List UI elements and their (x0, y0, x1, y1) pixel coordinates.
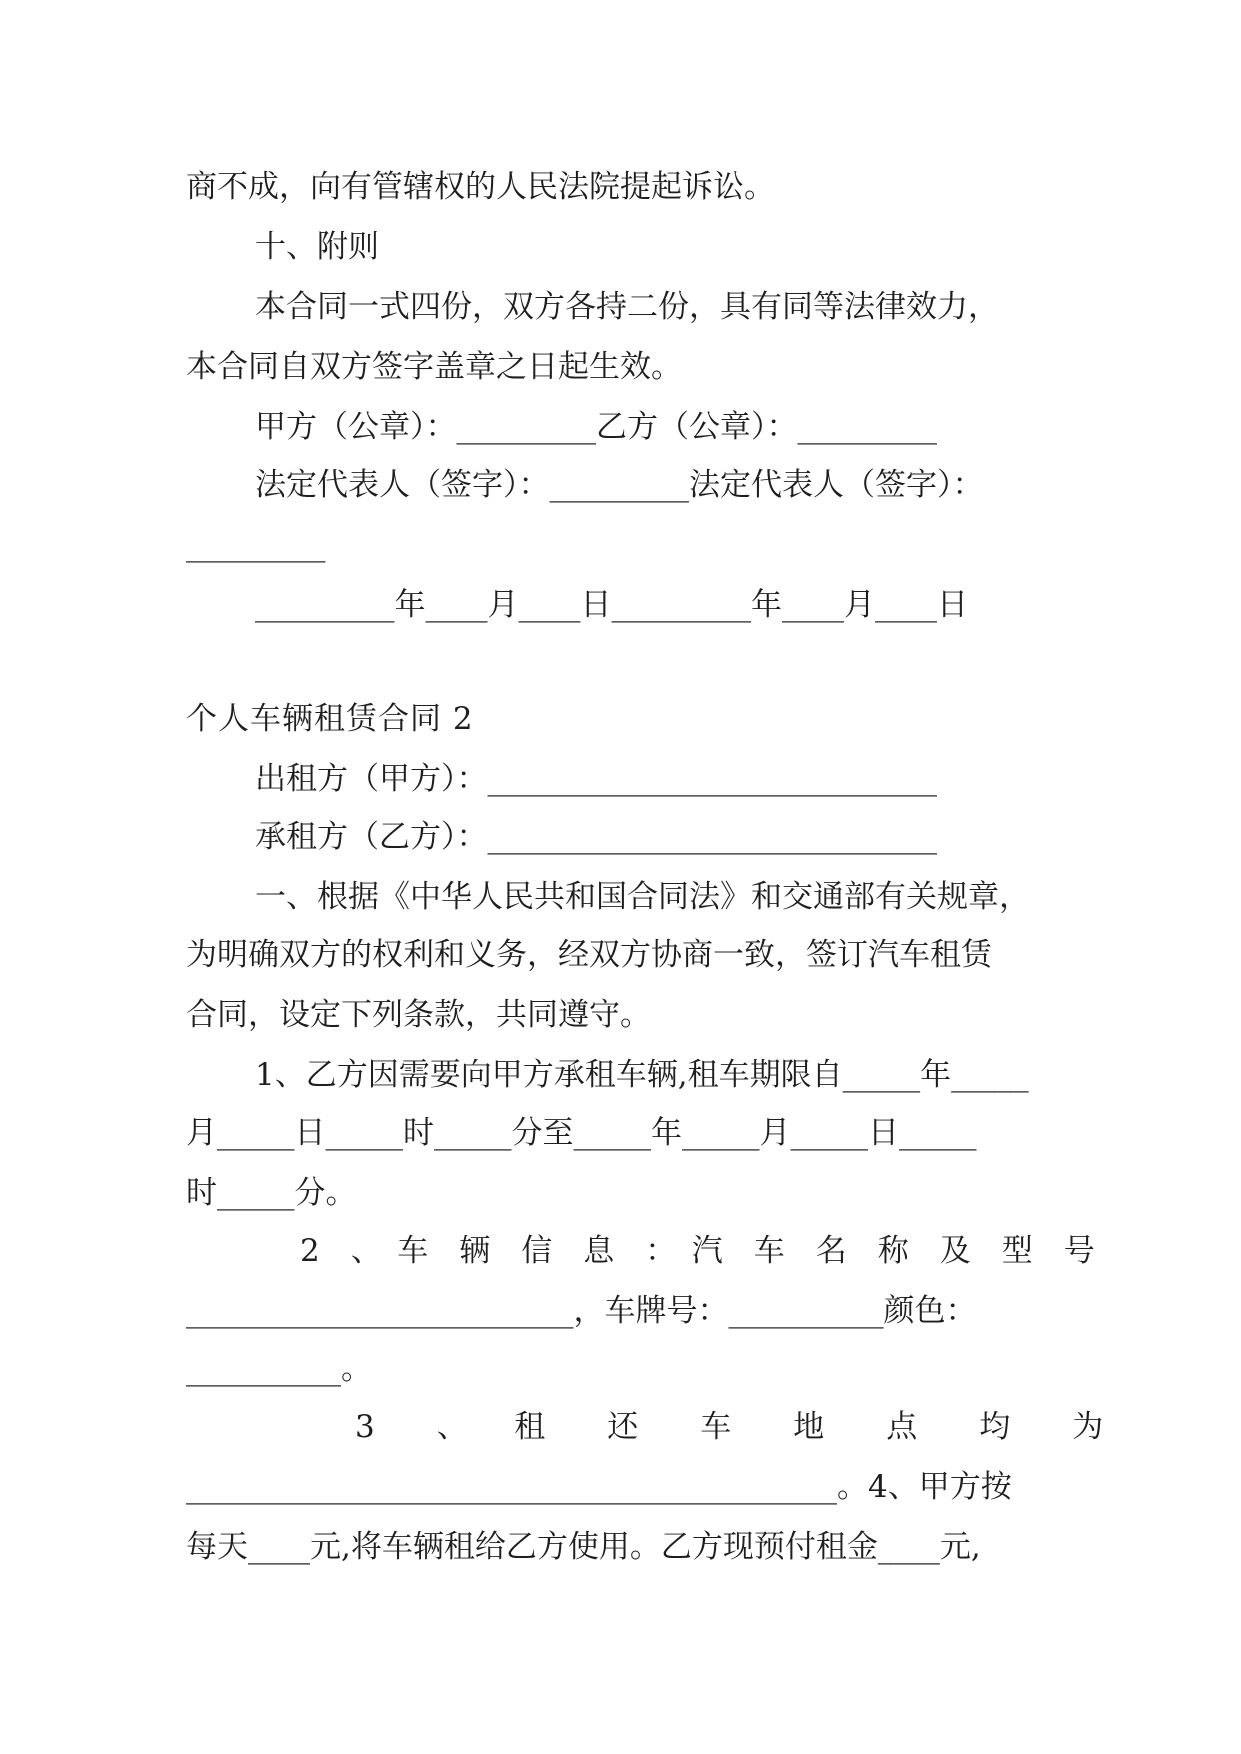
lessor-line: 出租方（甲方）：_____________________________ (255, 761, 937, 797)
clause-line: 2 、 车 辆 信 息 ： 汽 车 名 称 及 型 号 (300, 1233, 1095, 1269)
signature-line: 法定代表人（签字）：_________法定代表人（签字）： (255, 467, 984, 503)
blank-line: _________ (186, 527, 326, 563)
clause-line: 3 、 租 还 车 地 点 均 为 (355, 1409, 1104, 1445)
clause-line: _________________________，车牌号：__________颜色： (186, 1293, 977, 1329)
clause-line: 时_____分。 (186, 1175, 357, 1211)
clause-line: __________________________________________。4、甲方按 (186, 1469, 1012, 1505)
text-line: 本合同一式四份，双方各持二份，具有同等法律效力， (255, 289, 999, 325)
section-heading: 十、附则 (255, 229, 379, 265)
signature-line: 甲方（公章）：_________乙方（公章）：_________ (255, 409, 937, 445)
text-line: 一、根据《中华人民共和国合同法》和交通部有关规章， (255, 879, 1030, 915)
contract-title: 个人车辆租赁合同 2 (186, 701, 474, 737)
lessee-line: 承租方（乙方）：_____________________________ (255, 819, 937, 855)
text-line: 合同，设定下列条款，共同遵守。 (186, 997, 651, 1033)
text-line: 本合同自双方签字盖章之日起生效。 (186, 349, 682, 385)
text-line: 商不成，向有管辖权的人民法院提起诉讼。 (186, 169, 775, 205)
date-line: _________年____月____日_________年____月____日 (255, 587, 968, 623)
text-line: 为明确双方的权利和义务，经双方协商一致，签订汽车租赁 (186, 937, 992, 973)
clause-line: __________。 (186, 1351, 372, 1387)
clause-line: 每天____元,将车辆租给乙方使用。乙方现预付租金____元, (186, 1529, 981, 1565)
clause-line: 月_____日_____时_____分至_____年_____月_____日_____ (186, 1115, 977, 1151)
clause-line: 1、乙方因需要向甲方承租车辆,租车期限自_____年_____ (255, 1057, 1029, 1093)
